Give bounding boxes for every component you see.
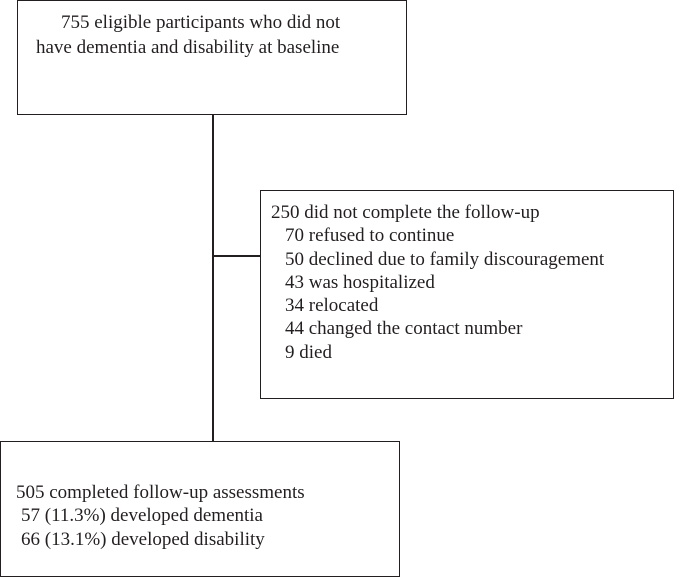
main-vertical-connector [212,115,214,442]
eligible-line-1: 755 eligible participants who did not [61,12,341,33]
completed-follow-up-box [0,441,400,577]
branch-horizontal-connector [213,255,261,257]
completed-follow-up-list [16,481,305,551]
reason-changed-contact: 44 changed the contact number [285,318,523,340]
reason-hospitalized: 43 was hospitalized [285,271,435,293]
reason-relocated: 34 relocated [285,295,379,317]
outcome-disability: 66 (13.1%) developed disability [21,528,265,550]
lost-to-follow-up-list [271,201,604,364]
lost-to-follow-up-heading: 250 did not complete the follow-up [271,202,540,223]
reason-refused: 70 refused to continue [285,225,455,247]
completed-heading: 505 completed follow-up assessments [16,482,305,503]
eligible-line-2: have dementia and disability at baseline [36,37,340,58]
outcome-dementia: 57 (11.3%) developed dementia [21,505,263,527]
lost-to-follow-up-box [260,190,674,399]
reason-family-discouragement: 50 declined due to family discouragement [285,248,605,270]
reason-died: 9 died [285,341,332,363]
eligible-participants-box [17,0,407,115]
